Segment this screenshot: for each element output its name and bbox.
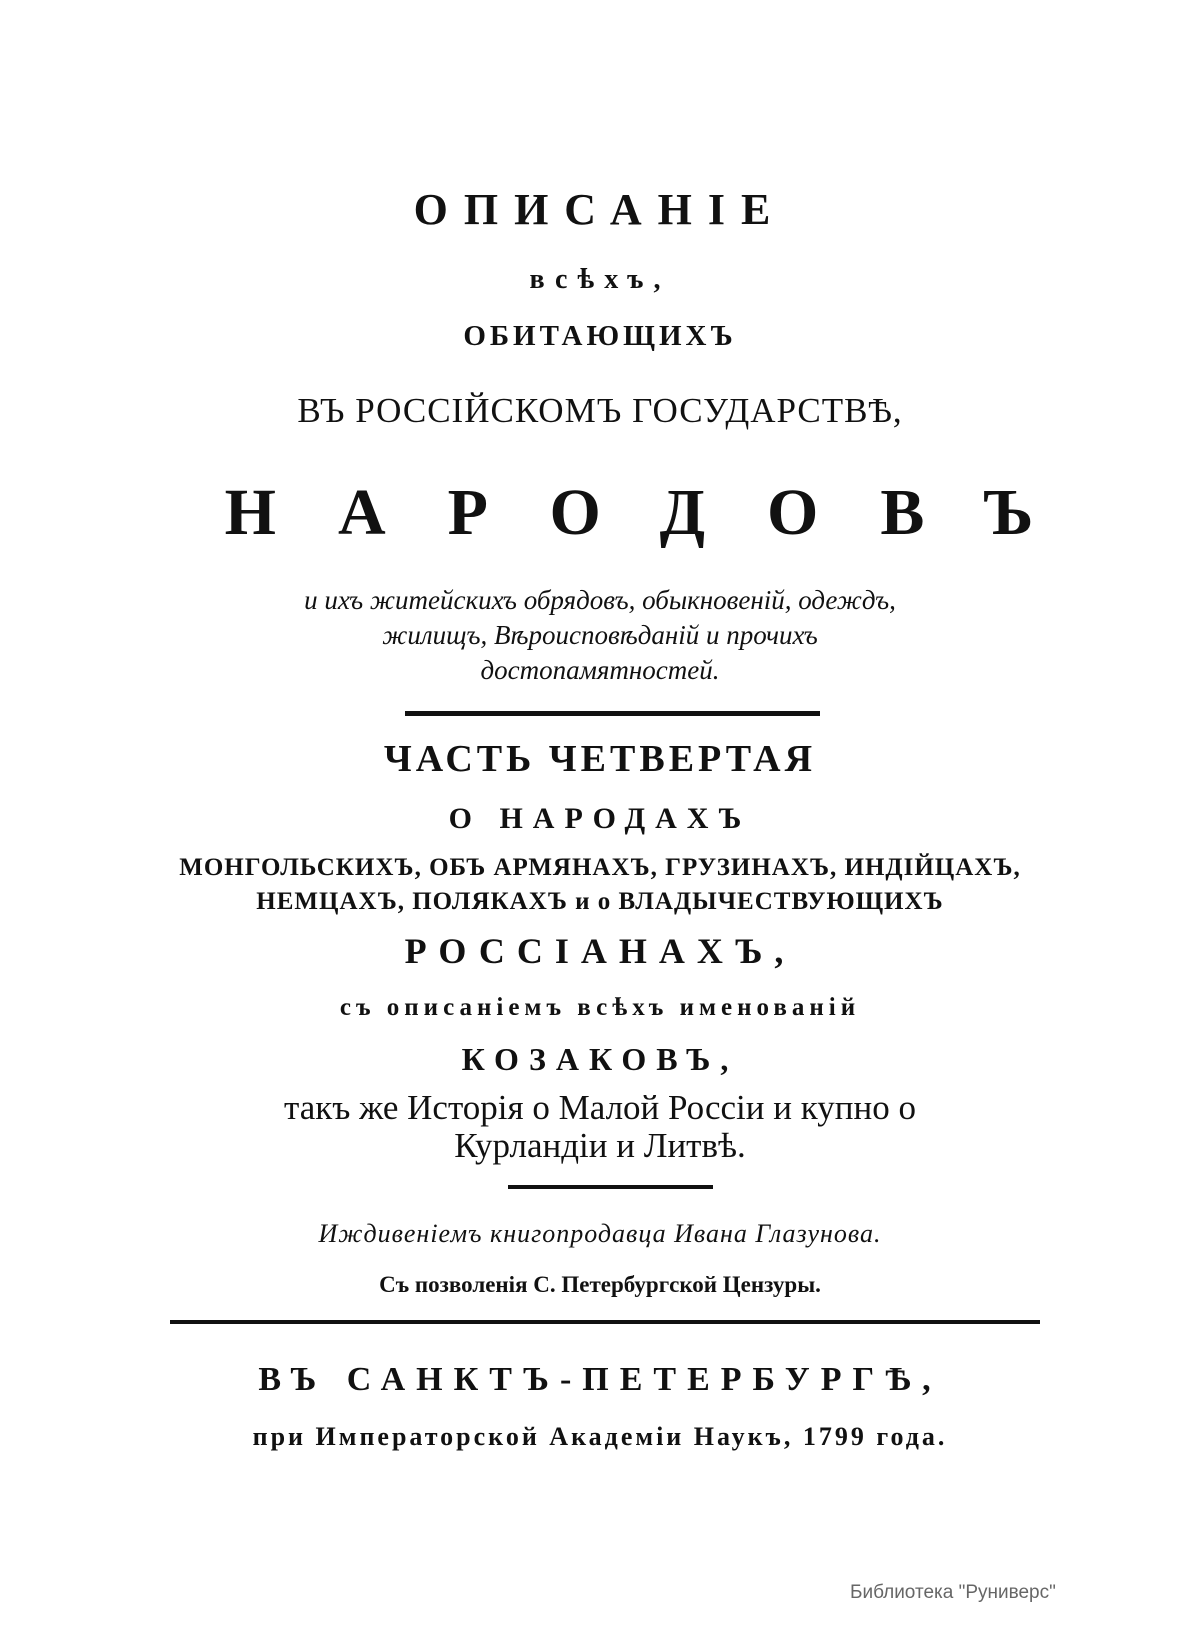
- subtitle-line-1: и ихъ житейскихъ обрядовъ, обыкновеній, одеждъ,: [304, 585, 896, 615]
- publisher-line: Иждивеніемъ книгопродавца Ивана Глазунова.: [318, 1219, 882, 1248]
- title-line-narodov: НАРОДОВЪ: [224, 476, 1096, 549]
- main-title: ОПИСАНІЕ: [413, 185, 787, 234]
- line-s-opisaniem: съ описаніемъ всѣхъ именованій: [339, 994, 861, 1021]
- title-line-vseh: всѣхъ,: [529, 264, 671, 295]
- divider-rule-short: [508, 1185, 713, 1189]
- divider-rule: [405, 711, 820, 716]
- history-line-2: Курландіи и Литвѣ.: [454, 1126, 746, 1165]
- censorship-line: Съ позволенія С. Петербургской Цензуры.: [379, 1272, 821, 1297]
- imprint-line: при Императорской Академіи Наукъ, 1799 года.: [252, 1422, 948, 1451]
- part-title: ЧАСТЬ ЧЕТВЕРТАЯ: [383, 738, 817, 780]
- subtitle-line-2: жилищъ, Вѣроисповѣданій и прочихъ: [382, 620, 818, 650]
- peoples-line-2: НЕМЦАХЪ, ПОЛЯКАХЪ и о ВЛАДЫЧЕСТВУЮЩИХЪ: [256, 888, 944, 915]
- line-rossianah: РОССІАНАХЪ,: [404, 931, 796, 971]
- line-o-narodah: О НАРОДАХЪ: [448, 802, 752, 835]
- title-line-obitayushchih: ОБИТАЮЩИХЪ: [463, 320, 737, 352]
- title-line-gosudarstve: ВЪ РОССІЙСКОМЪ ГОСУДАРСТВѢ,: [297, 391, 903, 430]
- library-watermark: Библиотека "Руниверс": [850, 1582, 1056, 1603]
- history-line-1: такъ же Исторія о Малой Россіи и купно о: [284, 1088, 916, 1127]
- divider-rule-long: [170, 1320, 1040, 1324]
- line-kozakov: КОЗАКОВЪ,: [461, 1041, 739, 1077]
- subtitle-line-3: достопамятностей.: [480, 655, 720, 685]
- peoples-line-1: МОНГОЛЬСКИХЪ, ОБЪ АРМЯНАХЪ, ГРУЗИНАХЪ, ИНДІЙЦАХЪ,: [179, 854, 1021, 881]
- city-line: ВЪ САНКТЪ-ПЕТЕРБУРГѢ,: [258, 1361, 942, 1398]
